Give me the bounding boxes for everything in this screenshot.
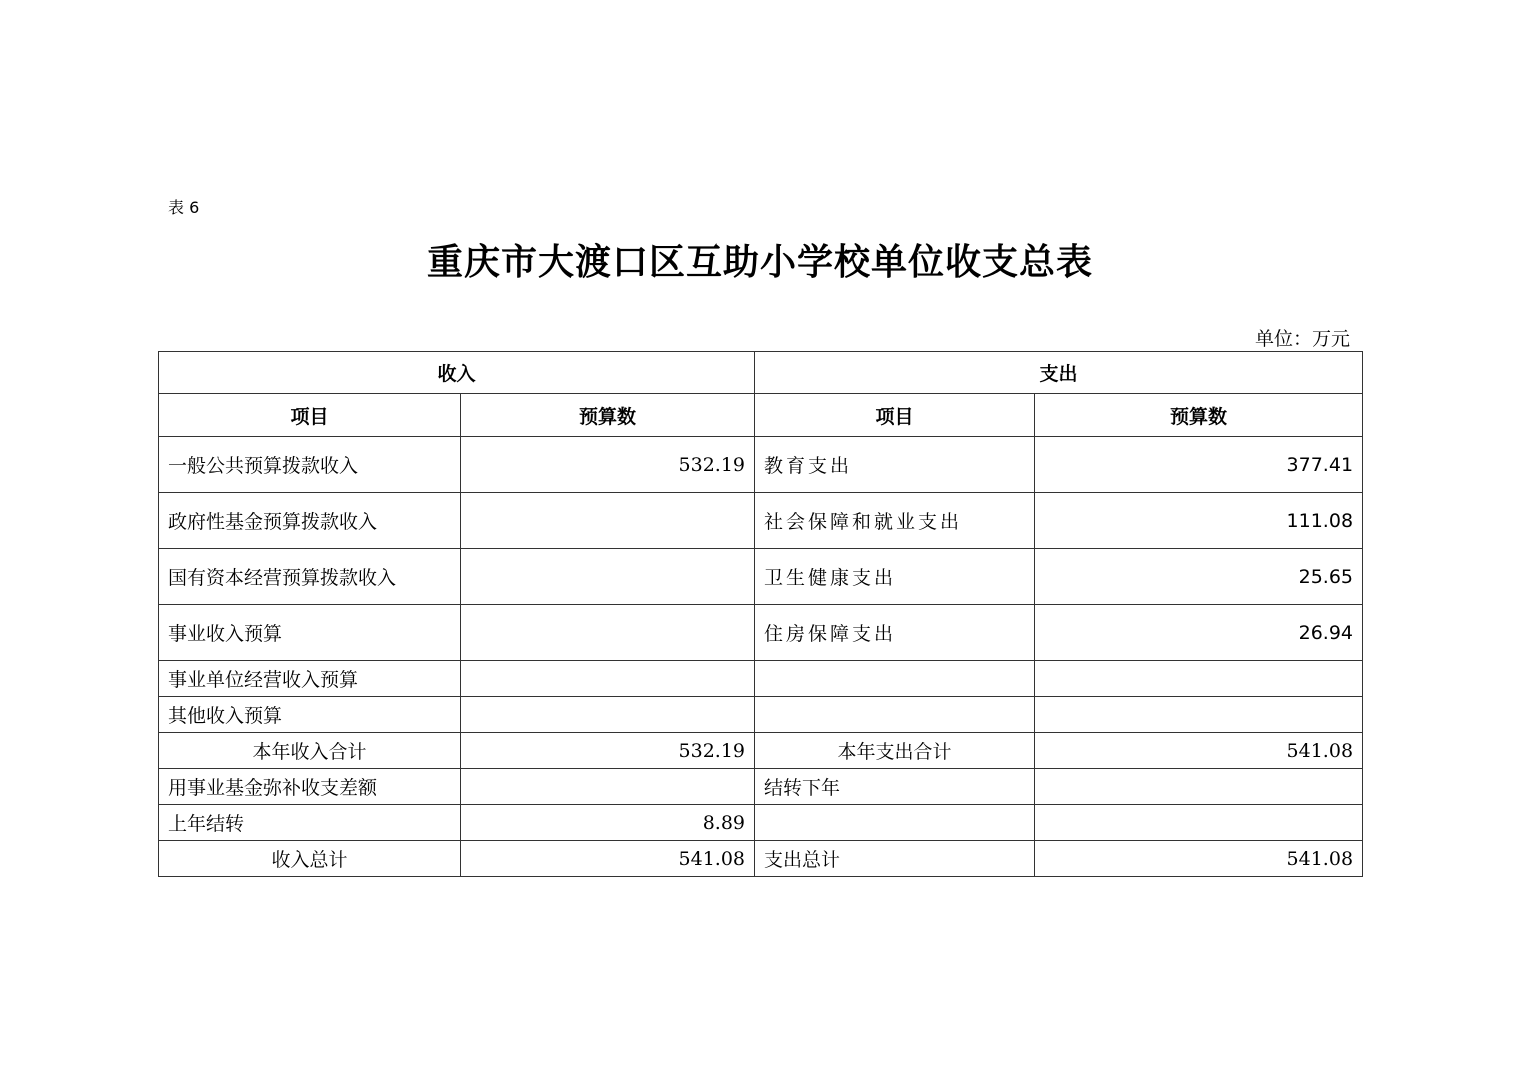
income-value: 532.19 [461, 437, 755, 493]
table-row [159, 661, 1363, 697]
expense-item [755, 805, 1035, 841]
income-item: 一般公共预算拨款收入 [159, 437, 461, 493]
income-item: 事业收入预算 [159, 605, 461, 661]
income-value [461, 769, 755, 805]
page-title: 重庆市大渡口区互助小学校单位收支总表 [426, 242, 1093, 283]
income-value [461, 605, 755, 661]
table-row [159, 549, 1363, 605]
expense-item [755, 661, 1035, 697]
expense-item: 结转下年 [755, 769, 1035, 805]
income-item: 其他收入预算 [159, 697, 461, 733]
table-row-grand-total [159, 841, 1363, 877]
income-header: 收入 [159, 352, 755, 394]
income-value: 532.19 [461, 733, 755, 769]
expense-item: 卫生健康支出 [755, 549, 1035, 605]
expense-value [1035, 769, 1363, 805]
expense-value [1035, 697, 1363, 733]
expense-value: 541.08 [1035, 841, 1363, 877]
table-row [159, 437, 1363, 493]
expense-value: 111.08 [1035, 493, 1363, 549]
table-row [159, 493, 1363, 549]
income-value [461, 661, 755, 697]
income-value [461, 493, 755, 549]
income-item: 用事业基金弥补收支差额 [159, 769, 461, 805]
expense-item [755, 697, 1035, 733]
expense-value [1035, 805, 1363, 841]
table-number: 表 6 [168, 198, 200, 217]
income-item-header: 项目 [159, 394, 461, 437]
expense-item: 住房保障支出 [755, 605, 1035, 661]
expense-item: 社会保障和就业支出 [755, 493, 1035, 549]
table-row [159, 605, 1363, 661]
table-header-row [159, 352, 1363, 394]
income-budget-header: 预算数 [461, 394, 755, 437]
expense-value: 377.41 [1035, 437, 1363, 493]
table-row [159, 769, 1363, 805]
budget-summary-table [158, 351, 1363, 877]
expense-item: 支出总计 [755, 841, 1035, 877]
expense-value: 25.65 [1035, 549, 1363, 605]
table-row [159, 697, 1363, 733]
income-item: 政府性基金预算拨款收入 [159, 493, 461, 549]
expense-header: 支出 [755, 352, 1363, 394]
income-item: 事业单位经营收入预算 [159, 661, 461, 697]
income-item: 上年结转 [159, 805, 461, 841]
expense-item: 教育支出 [755, 437, 1035, 493]
income-value [461, 549, 755, 605]
income-value: 541.08 [461, 841, 755, 877]
income-item: 本年收入合计 [159, 733, 461, 769]
income-item: 收入总计 [159, 841, 461, 877]
income-item: 国有资本经营预算拨款收入 [159, 549, 461, 605]
expense-item-header: 项目 [755, 394, 1035, 437]
unit-label: 单位：万元 [1254, 328, 1350, 350]
expense-value: 541.08 [1035, 733, 1363, 769]
income-value: 8.89 [461, 805, 755, 841]
table-row-annual-total [159, 733, 1363, 769]
table-row [159, 805, 1363, 841]
expense-value [1035, 661, 1363, 697]
expense-value: 26.94 [1035, 605, 1363, 661]
table-subheader-row [159, 394, 1363, 437]
expense-item: 本年支出合计 [755, 733, 1035, 769]
expense-budget-header: 预算数 [1035, 394, 1363, 437]
income-value [461, 697, 755, 733]
